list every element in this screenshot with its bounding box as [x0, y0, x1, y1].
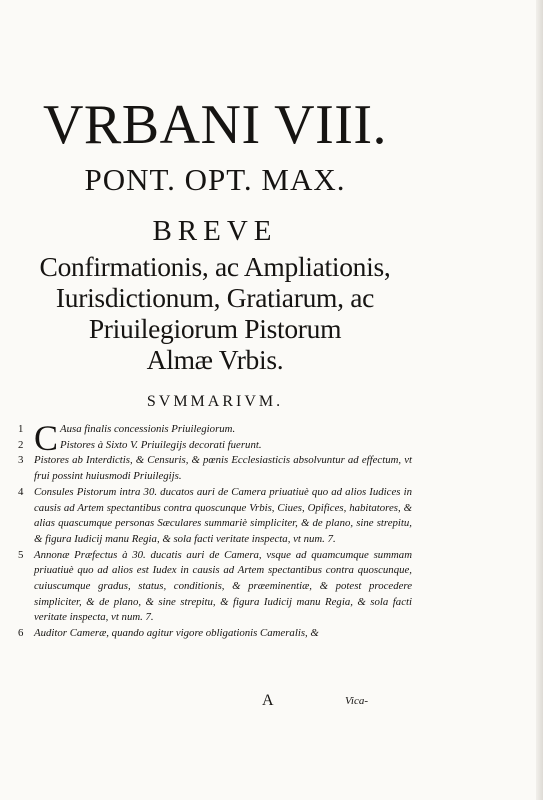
- list-item: [18, 453, 412, 484]
- item-number: 1: [18, 423, 24, 435]
- item-number: 2: [18, 438, 24, 451]
- list-item: [18, 548, 412, 627]
- drop-cap: C: [34, 418, 59, 458]
- item-number: 3: [18, 454, 24, 467]
- item-text: Consules Pistorum intra 30. ducatos auri de Camera priuatiuè quo ad alios Iudices in causis ad Artem spectantibus contra quoscunque Vrbis, Ciues, Opifices, habitatores, & alias quascumque personas Sæculares summariè simpliciter, & de plano, sine strepitu, & figura Iudicij manu Regia, & sola facti veritate inspecta, vt num. 7.: [34, 485, 412, 545]
- subtitle-line-1: Confirmationis, ac Ampliationis,: [39, 251, 391, 282]
- title-line-3: BREVE: [152, 215, 278, 247]
- subtitle-line-3: Priuilegiorum Pistorum: [88, 313, 342, 344]
- item-text: Annonæ Præfectus à 30. ducatis auri de Camera, vsque ad quamcumque summam priuatiuè quo ad alios est Iudex in causis ad Artem spectantibus contra quoscunque, cuiuscumque gradus, status, conditionis, & præeminentiæ, & potest procedere simpliciter, & de plano, & sine strepitu, & figura Iudicij manu Regia, & sola facti veritate inspecta, vt num. 7.: [34, 548, 412, 624]
- page-edge: [536, 0, 543, 800]
- list-item: [18, 626, 412, 642]
- item-text: Ausa finalis concessionis Priuilegiorum.: [60, 423, 236, 435]
- title-line-1: VRBANI VIII.: [42, 94, 388, 156]
- item-number: 4: [18, 485, 24, 498]
- title-line-2: PONT. OPT. MAX.: [84, 162, 346, 197]
- item-text: Pistores ab Interdictis, & Censuris, & pœnis Ecclesiasticis absolvuntur ad effectum, vt frui possint huiusmodi Priuilegijs.: [34, 454, 412, 483]
- list-item: [18, 485, 412, 548]
- catchword: Vica-: [345, 695, 369, 707]
- item-text: Pistores à Sixto V. Priuilegijs decorati fuerunt.: [60, 438, 262, 451]
- item-text: Auditor Cameræ, quando agitur vigore obligationis Cameralis, &: [34, 627, 319, 640]
- item-number: 5: [18, 548, 24, 561]
- summarium-heading: SVMMARIVM.: [146, 393, 284, 410]
- item-number: 6: [18, 627, 24, 640]
- subtitle-line-4: Almæ Vrbis.: [146, 344, 284, 375]
- summary-list: [18, 418, 412, 642]
- list-item: [18, 438, 412, 454]
- signature-mark: A: [262, 692, 274, 709]
- subtitle-line-2: Iurisdictionum, Gratiarum, ac: [55, 282, 375, 313]
